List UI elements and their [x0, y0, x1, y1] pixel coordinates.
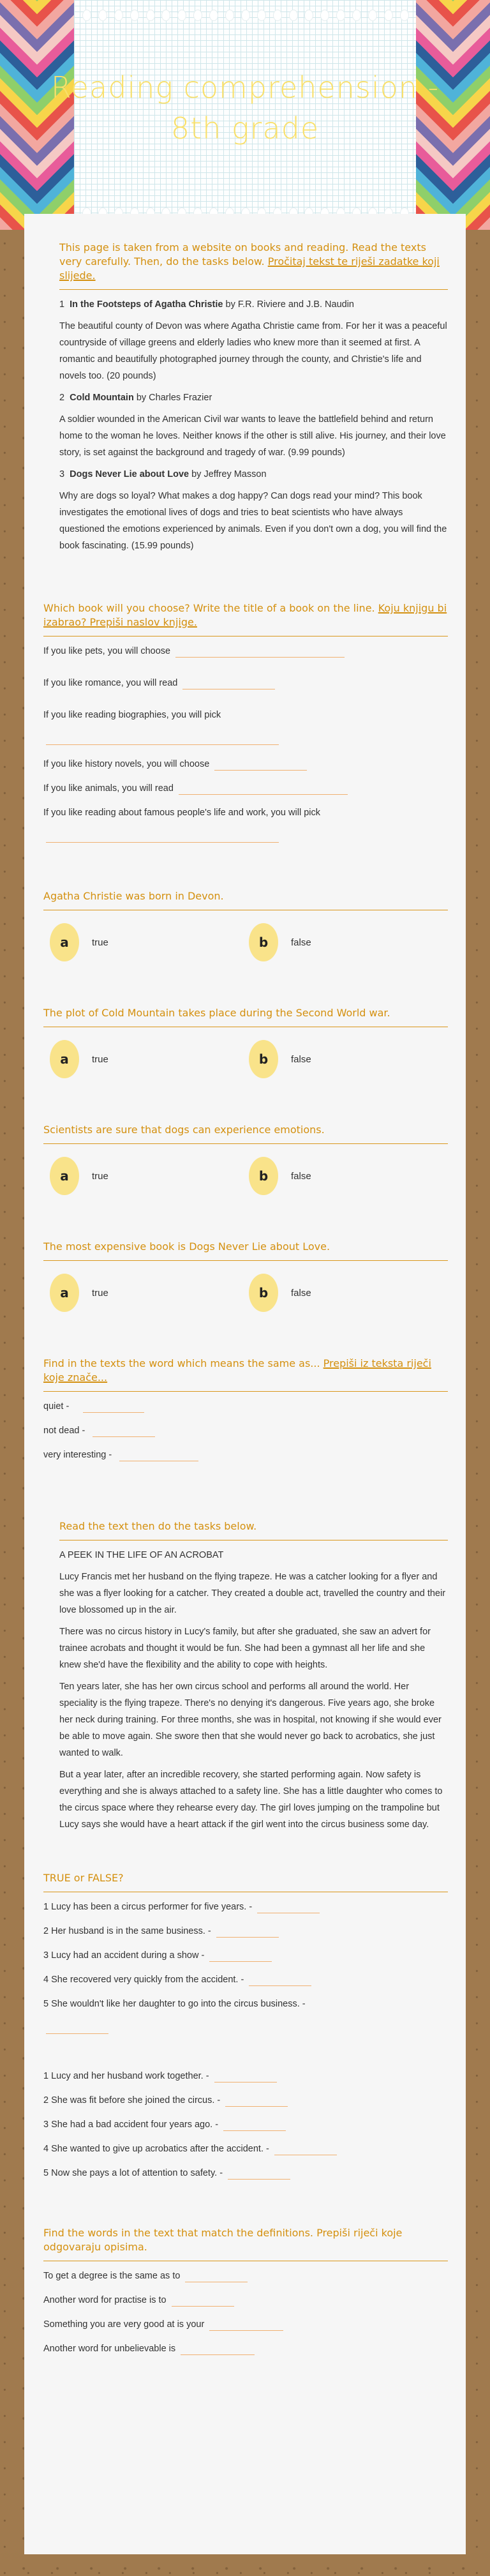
answer-blank[interactable]: [175, 649, 345, 658]
option-letter-badge: b: [249, 923, 278, 961]
fill-item: 4 She recovered very quickly from the accident. -: [43, 1971, 448, 1988]
option-letter-badge: a: [50, 1274, 79, 1312]
fill-item: If you like animals, you will read: [43, 780, 448, 797]
intro-instruction-hr: Pročitaj tekst te riješi zadatke koji slijede.: [59, 255, 440, 282]
book-2-text: A soldier wounded in the American Civil war wants to leave the battlefield behind and return home to the woman he loves. Neither knows if the other is still alive. His journey, and their love story, is set against the background and tragedy of war. (9.99 pounds): [59, 414, 446, 458]
task-heading: Which book will you choose? Write the title of a book on the line.: [43, 602, 375, 614]
intro-instruction: This page is taken from a website on books and reading. Read the texts very carefully. Then, do the tasks below.: [59, 241, 426, 267]
option-letter-badge: a: [50, 1157, 79, 1195]
fill-item: Another word for unbelievable is: [43, 2340, 448, 2357]
fill-item: 5 Now she pays a lot of attention to safety. -: [43, 2165, 448, 2181]
question-text: The most expensive book is Dogs Never Lie about Love.: [43, 1240, 330, 1253]
option-b[interactable]: b false: [249, 1040, 448, 1078]
answer-blank[interactable]: [185, 2273, 248, 2282]
answer-blank[interactable]: [209, 1953, 272, 1962]
worksheet-card: [24, 214, 466, 2554]
fill-item: 5 She wouldn't like her daughter to go into the circus business. -: [43, 1996, 448, 2036]
task-heading-hr: Koju knjigu bi izabrao? Prepiši naslov knjige.: [43, 602, 447, 628]
answer-blank[interactable]: [46, 834, 279, 843]
header-banner: [0, 0, 490, 230]
answer-blank[interactable]: [249, 1977, 311, 1986]
text-paragraph: There was no circus history in Lucy's family, but after she graduated, she saw an advert for trainee acrobats and thought it would be fun. She had been a gymnast all her life and she knew she'd have the flexibility and the ability to cope with heights.: [59, 1627, 431, 1670]
question-text: Agatha Christie was born in Devon.: [43, 890, 224, 902]
book-3-text: Why are dogs so loyal? What makes a dog happy? Can dogs read your mind? This book investigates the emotional lives of dogs and tries to beat scientists who have always questioned the emotions experienced by animals. Even if you don't own a dog, you will find the book fascinating. (15.99 pounds): [59, 491, 447, 551]
answer-blank[interactable]: [179, 786, 348, 795]
option-b[interactable]: b false: [249, 1274, 448, 1312]
option-letter-badge: b: [249, 1274, 278, 1312]
definitions-task: [24, 2226, 466, 2357]
option-a[interactable]: a true: [50, 923, 249, 961]
fill-item: Another word for practise is to: [43, 2292, 448, 2309]
question-2: [24, 1006, 466, 1078]
text-paragraph: But a year later, after an incredible recovery, she started performing again. Now safety is everything and she is always attached to a safety line. She has a little daughter who comes to the circus space where they rehearse every day. The girl loves jumping on the trampoline but Lucy says she would have a heart attack if the girl went into the circus business some day.: [59, 1770, 443, 1830]
answer-blank[interactable]: [214, 762, 307, 771]
text-paragraph: Ten years later, she has her own circus school and performs all around the world. Her speciality is the flying trapeze. There's no denying it's dangerous. Five years ago, she broke her neck during training. For three months, she was in hospital, not knowing if she would ever be able to move again. She swore then that she would never go back to acrobatics, she just wanted to walk.: [59, 1682, 442, 1758]
answer-blank[interactable]: [225, 2098, 288, 2107]
answer-blank[interactable]: [46, 736, 279, 745]
option-a[interactable]: a true: [50, 1157, 249, 1195]
answer-blank[interactable]: [216, 1929, 279, 1938]
answer-blank[interactable]: [93, 1428, 155, 1437]
paper-holes-top: [83, 10, 408, 20]
option-letter-badge: b: [249, 1157, 278, 1195]
book-3-heading: 3 Dogs Never Lie about Love by Jeffrey Masson: [59, 469, 267, 479]
fill-item: 2 She was fit before she joined the circus. -: [43, 2092, 448, 2109]
option-b[interactable]: b false: [249, 923, 448, 961]
text-title: A PEEK IN THE LIFE OF AN ACROBAT: [59, 1550, 224, 1560]
synonyms-task: [24, 1357, 466, 1463]
question-3: [24, 1123, 466, 1195]
book-1-heading: 1 In the Footsteps of Agatha Christie by F.R. Riviere and J.B. Naudin: [59, 299, 354, 310]
answer-blank[interactable]: [228, 2171, 290, 2180]
intro-section: [24, 214, 466, 554]
acrobat-reading: [24, 1519, 466, 1833]
fill-item: If you like reading about famous people's life and work, you will pick: [43, 804, 448, 845]
task-heading: TRUE or FALSE?: [43, 1872, 124, 1884]
answer-blank[interactable]: [274, 2146, 337, 2155]
question-1: [24, 889, 466, 961]
fill-item: Something you are very good at is your: [43, 2316, 448, 2333]
answer-blank[interactable]: [214, 2074, 277, 2083]
fill-item: 3 Lucy had an accident during a show -: [43, 1947, 448, 1964]
answer-blank[interactable]: [223, 2122, 286, 2131]
fill-item: To get a degree is the same as to: [43, 2268, 448, 2284]
task-heading: Find the words in the text that match the definitions.: [43, 2227, 313, 2239]
divider: [59, 289, 448, 290]
fill-item: 3 She had a bad accident four years ago. -: [43, 2116, 448, 2133]
answer-blank[interactable]: [172, 2298, 234, 2307]
fill-item: 4 She wanted to give up acrobatics after the accident. -: [43, 2141, 448, 2157]
fill-item: 1 Lucy has been a circus performer for five years. -: [43, 1899, 448, 1915]
answer-blank[interactable]: [257, 1904, 320, 1913]
fill-item: 1 Lucy and her husband work together. -: [43, 2068, 448, 2084]
fill-item: If you like romance, you will read: [43, 675, 448, 691]
choose-book-task: [24, 601, 466, 845]
answer-blank[interactable]: [209, 2322, 283, 2331]
divider: [43, 1143, 448, 1144]
option-a[interactable]: a true: [50, 1274, 249, 1312]
page-title: Reading comprehension - 8th grade: [50, 70, 440, 146]
divider: [43, 1391, 448, 1392]
answer-blank[interactable]: [181, 2346, 255, 2355]
true-false-task: [24, 1871, 466, 2181]
fill-item: If you like pets, you will choose: [43, 643, 448, 659]
fill-item: If you like history novels, you will choose: [43, 756, 448, 772]
question-text: The plot of Cold Mountain takes place during the Second World war.: [43, 1007, 390, 1019]
text-paragraph: Lucy Francis met her husband on the flying trapeze. He was a catcher looking for a flyer and she was a flyer looking for a catcher. They created a double act, travelled the country and their love blossomed up in the air.: [59, 1572, 446, 1615]
book-2-heading: 2 Cold Mountain by Charles Frazier: [59, 393, 212, 403]
option-letter-badge: a: [50, 923, 79, 961]
task-heading-hr: Prepiši iz teksta riječi koje znače...: [43, 1357, 431, 1383]
question-text: Scientists are sure that dogs can experience emotions.: [43, 1124, 325, 1136]
task-heading: Find in the texts the word which means the same as...: [43, 1357, 320, 1369]
option-letter-badge: a: [50, 1040, 79, 1078]
option-letter-badge: b: [249, 1040, 278, 1078]
divider: [43, 1260, 448, 1261]
option-b[interactable]: b false: [249, 1157, 448, 1195]
book-1-text: The beautiful county of Devon was where Agatha Christie came from. For her it was a peaceful countryside of village greens and elderly ladies who knew more than it seemed at first. A romantic and beautifully photographed journey through the county, and Christie's life and novels too. (20 pounds): [59, 321, 447, 381]
answer-blank[interactable]: [182, 681, 275, 689]
fill-item: quiet -: [43, 1398, 448, 1415]
task-heading-hr: Prepiši riječi koje odgovaraju opisima.: [43, 2227, 403, 2253]
option-a[interactable]: a true: [50, 1040, 249, 1078]
fill-item: 2 Her husband is in the same business. -: [43, 1923, 448, 1940]
task-heading: Read the text then do the tasks below.: [59, 1520, 257, 1532]
answer-blank[interactable]: [83, 1404, 144, 1413]
fill-item: very interesting -: [43, 1447, 448, 1463]
answer-blank[interactable]: [119, 1452, 198, 1461]
fill-item: not dead -: [43, 1422, 448, 1439]
question-4: [24, 1240, 466, 1312]
answer-blank[interactable]: [46, 2025, 108, 2034]
fill-item: If you like reading biographies, you will pick: [43, 707, 448, 747]
